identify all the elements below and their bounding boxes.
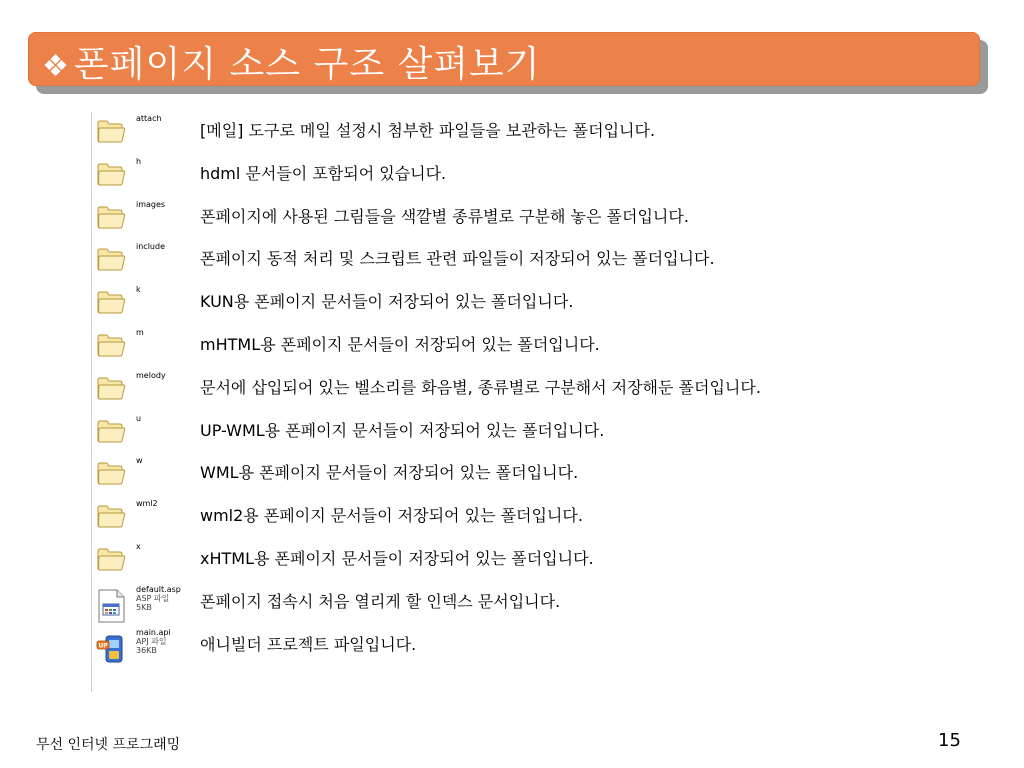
file-description: [메일] 도구로 메일 설정시 첨부한 파일들을 보관하는 폴더입니다. [200, 121, 656, 140]
folder-icon[interactable] [96, 246, 128, 274]
file-row[interactable] [96, 540, 976, 580]
file-name-label: wml2 [136, 499, 158, 509]
file-size-label: 36KB [136, 645, 157, 655]
file-name[interactable] [136, 114, 162, 123]
file-row[interactable] [96, 326, 976, 366]
page-number: 15 [938, 730, 961, 751]
file-panel-edge [91, 112, 92, 692]
asp-file-icon[interactable] [96, 589, 128, 617]
file-row[interactable] [96, 454, 976, 494]
file-description: 애니빌더 프로젝트 파일입니다. [200, 634, 417, 654]
folder-icon[interactable] [96, 418, 128, 446]
file-name[interactable] [136, 585, 181, 612]
slide-title [42, 36, 541, 87]
project-file-icon[interactable] [96, 632, 128, 660]
folder-icon[interactable] [96, 503, 128, 531]
file-name[interactable] [136, 542, 141, 551]
file-name[interactable] [136, 285, 141, 294]
file-name-label: w [136, 456, 143, 466]
file-row[interactable] [96, 412, 976, 452]
file-name-label: k [136, 285, 141, 295]
file-description: wml2용 폰페이지 문서들이 저장되어 있는 폴더입니다. [200, 506, 583, 526]
slide-title-text: 폰페이지 소스 구조 살펴보기 [73, 44, 541, 85]
folder-icon[interactable] [96, 375, 128, 403]
file-row[interactable] [96, 626, 976, 666]
file-name-label: m [136, 328, 144, 337]
file-name-label: u [136, 413, 142, 423]
file-row[interactable] [96, 198, 976, 238]
file-description: WML용 폰페이지 문서들이 저장되어 있는 폴더입니다. [200, 463, 579, 483]
file-name[interactable] [136, 157, 141, 166]
file-name[interactable] [136, 499, 158, 508]
file-size-label: 5KB [136, 602, 152, 612]
svg-text:UP: UP [98, 642, 108, 650]
file-row[interactable] [96, 497, 976, 537]
file-row[interactable] [96, 283, 976, 323]
file-description: 문서에 삽입되어 있는 벨소리를 화음별, 종류별로 구분해서 저장해둔 폴더입니다. [200, 377, 761, 397]
file-description: UP-WML용 폰페이지 문서들이 저장되어 있는 폴더입니다. [200, 420, 605, 440]
folder-icon[interactable] [96, 460, 128, 488]
file-row[interactable] [96, 369, 976, 409]
folder-icon[interactable] [96, 161, 128, 189]
file-description: KUN용 폰페이지 문서들이 저장되어 있는 폴더입니다. [200, 292, 574, 312]
file-name-label: h [136, 156, 142, 166]
file-description: hdml 문서들이 포함되어 있습니다. [200, 163, 447, 183]
file-row[interactable] [96, 583, 976, 623]
file-description: 폰페이지 접속시 처음 열리게 할 인덱스 문서입니다. [200, 591, 561, 611]
file-name[interactable] [136, 628, 171, 655]
file-name-label: include [136, 242, 165, 252]
file-description: xHTML용 폰페이지 문서들이 저장되어 있는 폴더입니다. [200, 549, 594, 568]
file-description: 폰페이지에 사용된 그림들을 색깔별 종류별로 구분해 놓은 폴더입니다. [200, 206, 689, 226]
file-description: 폰페이지 동적 처리 및 스크립트 관련 파일들이 저장되어 있는 폴더입니다. [200, 249, 715, 269]
file-name[interactable] [136, 200, 165, 209]
diamond-bullet-icon: ❖ [42, 49, 70, 84]
file-name[interactable] [136, 414, 141, 423]
file-row[interactable] [96, 112, 976, 152]
file-type-label: ASP 파일 [136, 593, 170, 603]
folder-icon[interactable] [96, 546, 128, 574]
file-description: mHTML용 폰페이지 문서들이 저장되어 있는 폴더입니다. [200, 335, 600, 354]
file-name-label: default.asp [136, 584, 181, 594]
file-row[interactable] [96, 240, 976, 280]
file-name[interactable] [136, 328, 144, 337]
file-row[interactable] [96, 155, 976, 195]
title-bar [28, 32, 980, 86]
file-name[interactable] [136, 242, 165, 251]
file-name-label: images [136, 199, 166, 209]
file-name-label: main.api [136, 627, 171, 637]
folder-icon[interactable] [96, 204, 128, 232]
file-name[interactable] [136, 371, 166, 380]
file-name[interactable] [136, 456, 143, 465]
file-name-label: x [136, 542, 141, 551]
footer-course-title: 무선 인터넷 프로그래밍 [36, 737, 181, 753]
file-type-label: APJ 파일 [136, 636, 167, 646]
folder-icon[interactable] [96, 332, 128, 360]
file-name-label: melody [136, 370, 166, 380]
folder-icon[interactable] [96, 289, 128, 317]
file-name-label: attach [136, 114, 162, 123]
folder-icon[interactable] [96, 118, 128, 146]
